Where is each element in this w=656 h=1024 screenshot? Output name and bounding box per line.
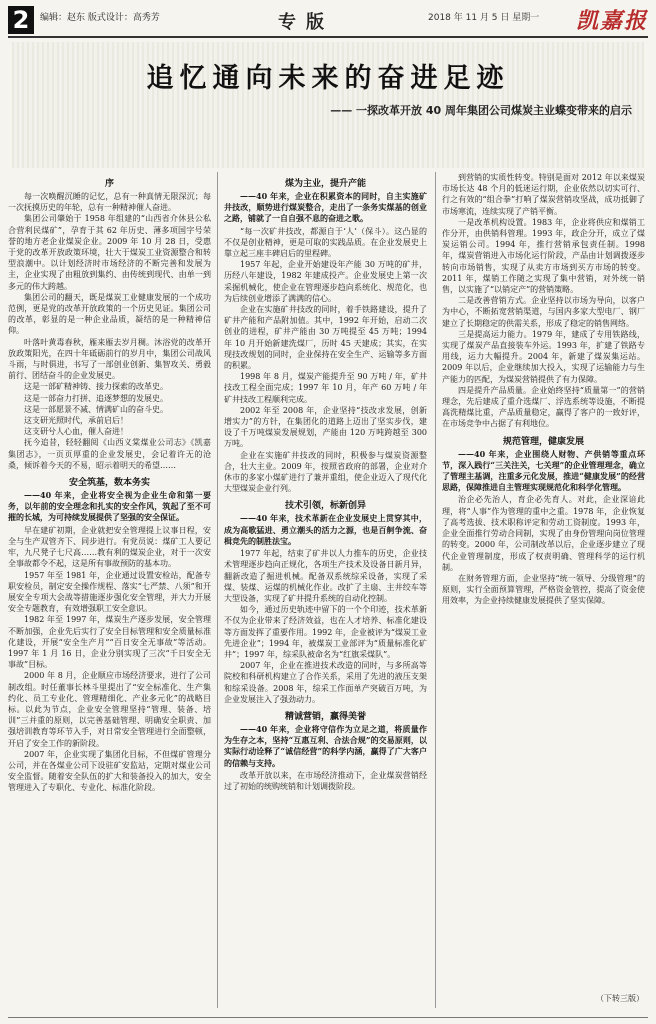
paragraph: 四是提升产品质量。企业始终坚持“质量第一”的营销理念，先后建成了重介选煤厂、浮选系统等设施，不断提高洗精煤比重，产品质量稳定，赢得了客户的一致好评，在市场竞争中占据了有利地位。: [442, 385, 645, 429]
page-number: 2: [8, 6, 34, 34]
paragraph: 三是提高运力能力。1979 年，建成了专用铁路线，实现了煤炭产品直接装车外运。1993 年，扩建了铁路专用线，运力大幅提升。2004 年，新建了煤炭集运站。2009 年以后，企业继续加大投入，实现了运输能力与生产能力的匹配，为煤炭营销提供了有力保障。: [442, 329, 645, 384]
section-title: 专版: [278, 12, 334, 33]
paragraph: 到营销的实质性转变。特别是面对 2012 年以来煤炭市场长达 48 个月的低迷运行期，企业依然以切实可行、行之有效的“组合拳”打响了煤炭营销攻坚战，成功抵御了市场寒流，连续实现了产销平衡。: [442, 173, 645, 216]
article-column-2: [224, 172, 427, 1008]
paragraph: 治企必先治人，育企必先育人。对此，企业深谙此理，将“人事”作为管理的重中之重。1978 年，企业恢复了高考选拔、技术职称评定和劳动工资制度。1993 年，企业全面推行劳动合同制，实现了由身份管理向岗位管理的转变。2000 年，公司制改革以后，企业逐步建立了现代企业管理制度，形成了权责明确、管理科学的运行机制。: [442, 495, 645, 572]
article-headline: 追忆通向未来的奋进足迹: [146, 63, 510, 94]
section-heading: 技术引领，标新创异: [284, 501, 366, 512]
section-heading: 规范管理，健康发展: [502, 436, 584, 447]
paragraph: 这是一部愿景不减、情满矿山的奋斗史。: [24, 404, 168, 414]
section-heading: 序: [104, 179, 114, 189]
paragraph: 2007 年，企业在推进技术改造的同时，与多所高等院校和科研机构建立了合作关系，采用了先进的液压支架和综采设备。2008 年，综采工作面单产突破百万吨，为企业发展注入了强劲动力。: [224, 661, 427, 704]
bottom-rule: [8, 1017, 648, 1018]
paragraph: 企业在实施矿井技改的同时，着手铁路建设，提升了矿井产能和产品附加值。其中，1992 年开始，启动二次创业的进程，矿井产能由 30 万吨提至 45 万吨；1994 年 10 月开始新建洗煤厂，历时 45 天建成；其实，在实现技改规划的同时，企业保持在安全生产、运输等多方面的积累。: [224, 305, 427, 371]
paragraph: 一是改革机构设置。1983 年，企业将供应和煤销工作分开，由供销科管理。1993 年，政企分开，成立了煤炭运销公司。1994 年，推行营销承包责任制。1998 年，煤炭营销进入市场化运行阶段，产品由计划调拨逐步转向市场销售，实现了从卖方市场到买方市场的转变。2011 年，煤销工作随之实现了集中营销，对外统一销售，以实施了“以销定产”的营销策略。: [442, 217, 645, 295]
article-columns: [8, 172, 648, 1008]
section-lead: ——40 年来，技术革新在企业发展史上贯穿其中，成为高歌猛进、勇立潮头的活力之源，也是百舸争流、奋楫竞先的制胜法宝。: [224, 513, 427, 546]
paragraph: 1982 年至 1997 年，煤炭生产逐步发展，安全管理不断加强，企业先后实行了安全目标管理和安全质量标准化建设，开展“安全生产月”“百日安全无事故”等活动。1997 年 1 月 16 日，企业分别实现了三次“千日安全无事故”目标。: [8, 615, 211, 670]
paragraph: 这是一部矿精神铸、接力探索的改革史。: [24, 382, 168, 392]
section-lead: ——40 年来，企业将安全视为企业生命和第一要务，以年前的安全理念和扎实的安全作风，筑起了至不可摧的长城，为可持续发展提供了坚强的安全保证。: [8, 490, 211, 523]
article-column-1: [8, 172, 211, 1008]
paragraph: 抚今追昔，轻轻翻阅《山西义棠煤业公司志》《凯嘉集团志》，一页页厚重的企业发展史，会记着许无的沧桑，倾诉着今天的不易，昭示着明天的希望……: [8, 438, 211, 470]
paragraph: 在财务管理方面，企业坚持“统一领导、分级管理”的原则，实行全面预算管理，严格资金管控，提高了资金使用效率，为企业持续健康发展提供了坚实保障。: [442, 573, 645, 606]
paragraph: 早在建矿初期，企业就把安全管理提上议事日程，安全与生产双管齐下、同步进行。有党员说：煤矿工人要记牢，九尺凳子七尺高……教有利的煤炭企业，对于一次安全事故都令不起，这是所有事故预防的基本功。: [8, 525, 211, 569]
paragraph: “每一次矿井技改，都源自于‘人’（保斗）。这凸显的不仅是创业精神，更是可取的实践品质。在企业发展史上靠立起三座丰碑启后的里程碑。: [224, 226, 427, 259]
editor-credit: 编辑：赵东 版式设计：高秀芳: [40, 13, 160, 23]
section-heading: 安全筑基，数本务实: [68, 478, 150, 489]
section-lead: ——40 年来，企业在积累资本的同时，自主实施矿井技改，顺势进行煤炭整合，走出了一条务实煤基的创业之路，铺就了一自自强不息的奋进之歌。: [224, 191, 427, 224]
article-column-3: [442, 172, 645, 1008]
paragraph: 集团公司的翻天，既是煤炭工业健康发展的一个成功范例，更是党的改革开放政策的一个历史见证。集团公司的改革，彰显的是一种企业品质，凝结的是一种精神信仰。: [8, 292, 211, 336]
section-heading: 精诚营销，赢得美誉: [284, 711, 366, 722]
paragraph: 2007 年，企业实现了集团化目标，不但煤矿管理分公司，并在各煤业公司下设驻矿安监站，定期对煤业公司安全监督。随着安全队伍的扩大和装备投入的加大，安全管理进入了专职化、专业化、标准化阶段。: [8, 749, 211, 793]
section-lead: ——40 年来，企业围绕人财物、产供销等重点环节，深入践行“三关注关，七关理”的企业管理理念，确立了管理主基调，注重多元化发展，推进“健康发展”的经营思路，保障推进自主管理实现规范化和科学化管理。: [442, 448, 645, 493]
paragraph: 1957 年至 1981 年，企业通过设置安检站，配备专职安检员，制定安全操作规程、落实“七严禁、八须”和开展安全专项大会战等措施逐步强化安全管理，并大力开展安全专题教育，有效增强职工安全意识。: [8, 570, 211, 614]
paragraph: 1977 年起，结束了矿井以人力推车的历史，企业技术管理逐步趋向正规化，各项生产技术及设备日新月异，翻新改造了掘进机械。配备双系统综采设备，实现了采煤、装煤、运煤的机械化作业。改扩了主扇、主井绞车等大型设备，实现了矿井提升系统的自动化控制。: [224, 549, 427, 603]
paragraph: 这是一部奋力打拼、追逐梦想的发展史。: [24, 393, 168, 403]
paragraph: 这支研光照时代，承前启后！: [24, 416, 128, 426]
section-heading: 煤为主业，提升产能: [284, 179, 366, 189]
paragraph: 每一次唤醒沉睡的记忆，总有一种真情无限深沉；每一次抚摸历史的年轮，总有一种精神催人奋进。: [8, 192, 211, 213]
column-divider: [435, 172, 436, 1008]
paragraph: 这支研兮人心血，催人奋进！: [24, 427, 128, 437]
paragraph: 2002 年至 2008 年，企业坚持“技改求发展，创新增实力”的方针，在集团化的道路上迈出了坚实步伐，建设了千万吨煤炭发展规划，产能由 120 万吨跨越至 300 万吨。: [224, 405, 427, 449]
paragraph: 2000 年 8 月，企业顺应市场经济要求，进行了公司制改组。时任董事长林斗里提出了“安全标准化、生产集约化、员工专业化、管理精细化、产业多元化”的战略目标。以此为节点，企业安全管理坚持“管理、装备、培训”三并重的原则，以完善基础管理、明确安全职责、加强培训教育等环节入手，对日常安全管理进行全面整顿，开启了安全工作的新阶段。: [8, 671, 211, 748]
paragraph: 企业在实施矿井技改的同时，积极参与煤炭资源整合，壮大主业。2009 年，按照省政府的部署，企业对介休市的多家小煤矿进行了兼并重组，使企业迈入了现代化大型煤炭企业行列。: [224, 450, 427, 494]
paragraph: 1957 年起，企业开始建设年产能 30 万吨的矿井，历经八年建设，1982 年建成投产。企业发展史上第一次采掘机械化，使企业在管理逐步趋向系统化、规范化，也为后续创业增添了满满的信心。: [224, 260, 427, 303]
column-divider: [217, 172, 218, 1008]
article-subheadline: —— 一探改革开放 40 周年集团公司煤炭主业蝶变带来的启示: [330, 104, 632, 117]
paragraph: 二是改善营销方式。企业坚持以市场为导向，以客户为中心，不断拓宽营销渠道，与国内多家大型电厂、钢厂建立了长期稳定的供需关系，形成了稳定的销售网络。: [442, 296, 645, 328]
paragraph: 集团公司肇始于 1958 年组建的“山西省介休县公私合营利民煤矿”，孕育于其 62 年历史、薄多项国字号荣誉的地方老企业煤炭企业。2009 年 10 月 28 日，受惠于党的改革开放政策环境，壮大于煤炭工业资源整合和转型浪潮中。以计划经济时市场经济的不断完善和发展为主，企业实现了由粗放到集约、由传统到现代、由单一到多元的伟大跨越。: [8, 214, 211, 291]
newspaper-logo: 凯嘉报: [575, 8, 648, 34]
paragraph: 叶落叶黄毒春秋，雁来雁去岁月稠。沐浴党的改革开放政策阳光，在四十年砥砺前行的岁月中，集团公司战风斗雨，与时俱进，书写了一部创业创新、集智攻关、勇毅前行、团结奋斗的企业发展史。: [8, 337, 211, 381]
paragraph: 改革开放以来，在市场经济推动下，企业煤炭营销经过了初始的统购统销和计划调拨阶段。: [224, 770, 427, 791]
issue-date: 2018 年 11 月 5 日 星期一: [428, 13, 540, 23]
masthead: [8, 6, 648, 36]
section-lead: ——40 年来，企业将守信作为立足之道，将质量作为生存之本，坚持“互惠互利、合法合规”的交易原则，以实际行动诠释了“诚信经营”的科学内涵，赢得了广大客户的信赖与支持。: [224, 723, 427, 768]
paragraph: 1998 年 8 月，煤炭产能提升至 90 万吨 / 年，矿井技改工程全面完成；1997 年 10 月，年产 60 万吨 / 年矿井技改工程顺利完成。: [224, 372, 427, 404]
paragraph: 如今，通过历史轨迹中留下的一个个印迹，技术革新不仅为企业带来了经济效益，也在人才培养、标准化建设等方面发挥了重要作用。1992 年，企业被评为“煤炭工业先进企业”；1994 年，被煤炭工业部评为“质量标准化矿井”；1997 年，综采队被命名为“红旗采煤队”。: [224, 605, 427, 659]
top-rule: [8, 36, 648, 38]
continued-note: （下转三版）: [596, 994, 644, 1003]
